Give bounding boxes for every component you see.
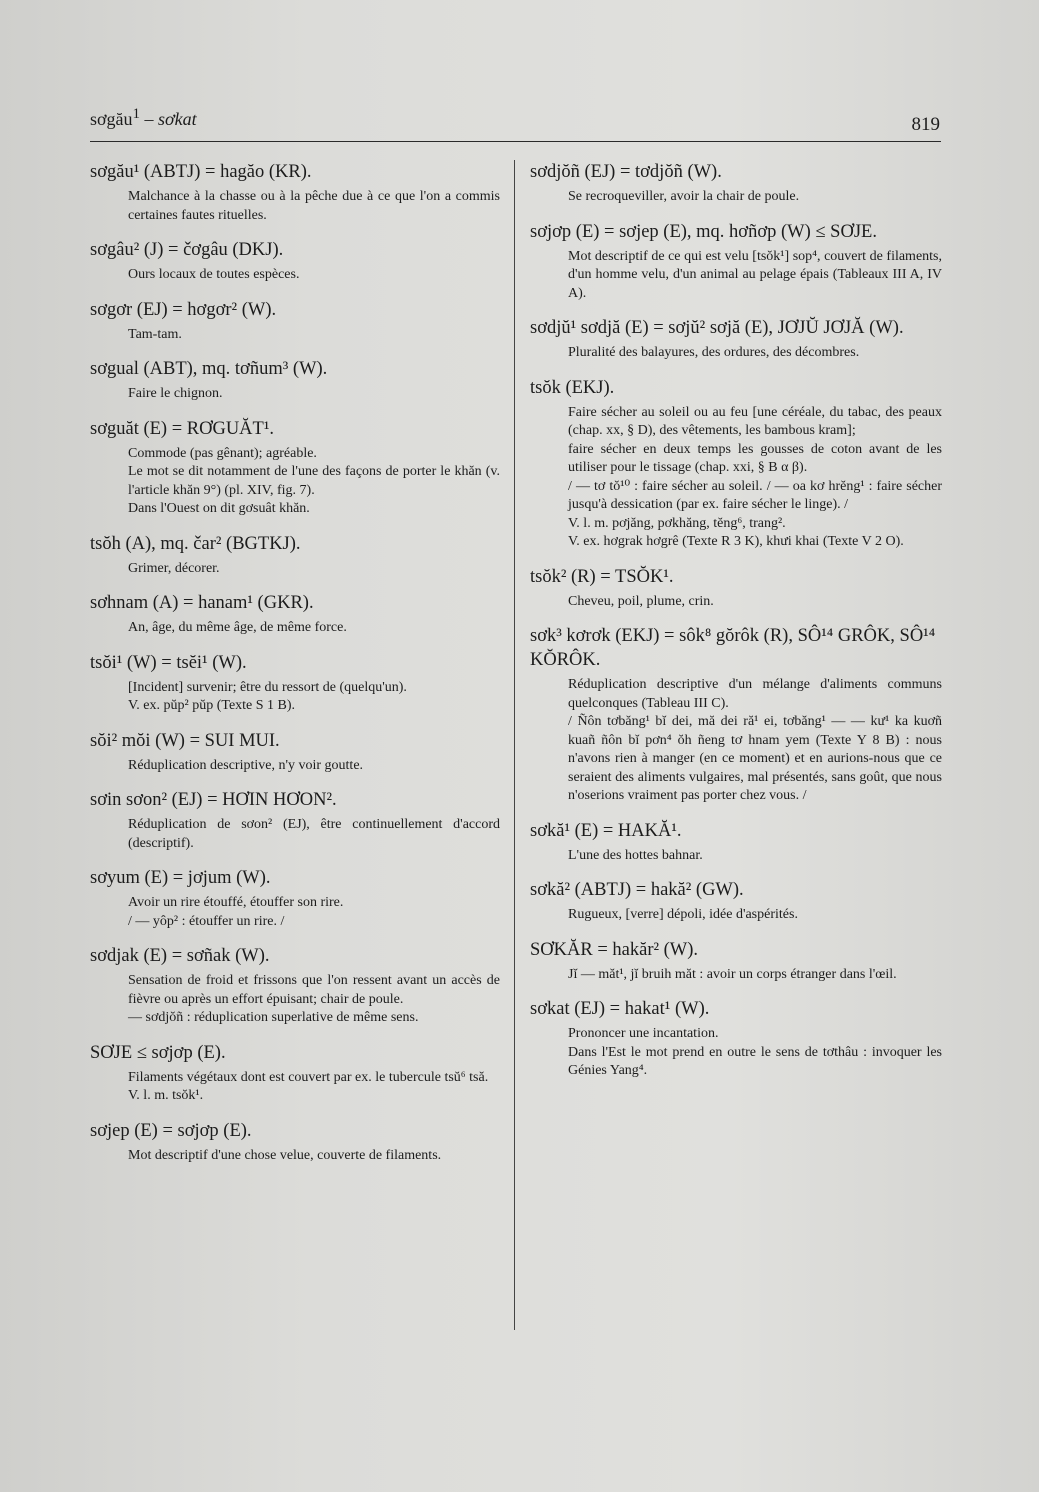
dictionary-entry bbox=[90, 944, 500, 1028]
entry-definition bbox=[90, 757, 500, 776]
dictionary-entry bbox=[90, 298, 500, 345]
dictionary-entry bbox=[90, 866, 500, 931]
definition-line: V. ex. pŭp² pŭp (Texte S 1 B). bbox=[128, 698, 296, 713]
definition-line: Réduplication descriptive d'un mélange d'aliments communs quelconques (Tableau III C). bbox=[568, 677, 942, 711]
definition-line: Réduplication descriptive, n'y voir goutte. bbox=[128, 757, 364, 773]
definition-line: / — tơ tŏ¹⁰ : faire sécher au soleil. / — oa kơ hrĕng¹ : faire sécher jusqu'à dessication (par ex. faire sécher le linge). / bbox=[568, 478, 942, 512]
entry-headword: sơkă¹ (E) = HAKĂ¹. bbox=[530, 820, 682, 841]
definition-line: V. l. m. tsŏk¹. bbox=[128, 1088, 204, 1103]
dictionary-entry bbox=[530, 160, 942, 207]
definition-line: Faire le chignon. bbox=[128, 386, 223, 401]
definition-line: Faire sécher au soleil ou au feu [une céréale, du tabac, des peaux (chap. xx, § D), des vêtements, les bambous kram]; bbox=[568, 404, 942, 438]
definition-line: Tam-tam. bbox=[128, 326, 182, 342]
definition-line: An, âge, du même âge, de même force. bbox=[128, 620, 347, 635]
entry-definition bbox=[90, 972, 500, 1028]
definition-line: Pluralité des balayures, des ordures, des décombres. bbox=[568, 345, 860, 360]
entry-definition bbox=[90, 560, 500, 579]
dictionary-entry bbox=[530, 316, 942, 363]
column-divider bbox=[514, 160, 515, 1330]
dictionary-entry bbox=[90, 651, 500, 716]
entry-headword: sơgual (ABT), mq. tơñum³ (W). bbox=[90, 359, 328, 379]
entry-definition bbox=[90, 679, 500, 716]
entry-definition bbox=[90, 619, 500, 638]
definition-line: Cheveu, poil, plume, crin. bbox=[568, 593, 714, 609]
definition-line: Sensation de froid et frissons que l'on ressent avant un accès de fièvre ou après un effort épuisant; chair de poule. bbox=[128, 973, 500, 1007]
dictionary-entry bbox=[90, 1041, 500, 1106]
entry-headword: sơkă² (ABTJ) = hakă² (GW). bbox=[530, 880, 744, 900]
entry-headword: tsŏk² (R) = TSŎK¹. bbox=[530, 566, 674, 587]
entry-definition bbox=[90, 326, 500, 345]
entry-definition bbox=[530, 188, 942, 207]
definition-line: Réduplication de sơon² (EJ), être continuellement d'accord (descriptif). bbox=[128, 817, 500, 851]
definition-line: Mot descriptif de ce qui est velu [tsŏk¹] sop⁴, couvert de filaments, d'un homme velu, d'un animal au pelage épais (Tableaux III A, IV A). bbox=[568, 248, 942, 301]
dictionary-entry bbox=[90, 532, 500, 579]
definition-line: Filaments végétaux dont est couvert par ex. le tubercule tsŭ⁶ tsă. bbox=[128, 1069, 489, 1085]
entry-headword: sơgâu² (J) = čơgâu (DKJ). bbox=[90, 240, 284, 260]
definition-line: L'une des hottes bahnar. bbox=[568, 847, 703, 863]
definition-line: / — yôp² : étouffer un rire. / bbox=[128, 913, 285, 929]
definition-line: V. l. m. pơjăng, pơkhăng, tĕng⁶, trang². bbox=[568, 515, 786, 531]
entry-definition bbox=[530, 906, 942, 925]
dictionary-entry bbox=[530, 565, 942, 612]
definition-line: Mot descriptif d'une chose velue, couverte de filaments. bbox=[128, 1147, 442, 1163]
dictionary-entry bbox=[90, 417, 500, 519]
dictionary-entry bbox=[530, 220, 942, 304]
entry-headword: sơkat (EJ) = hakat¹ (W). bbox=[530, 999, 710, 1019]
entry-definition bbox=[530, 404, 942, 552]
entry-definition bbox=[90, 188, 500, 225]
dictionary-entry bbox=[90, 357, 500, 404]
entry-definition bbox=[530, 344, 942, 363]
entry-headword: sơgơr (EJ) = hơgơr² (W). bbox=[90, 299, 277, 320]
left-column bbox=[90, 160, 500, 1178]
entry-headword: sơdjak (E) = sơñak (W). bbox=[90, 946, 270, 966]
dictionary-entry bbox=[90, 238, 500, 285]
dictionary-entry bbox=[530, 878, 942, 925]
dictionary-entry bbox=[90, 788, 500, 853]
definition-line: Ours locaux de toutes espèces. bbox=[128, 267, 300, 282]
entry-definition bbox=[90, 1147, 500, 1166]
entry-headword: sơdjŭ¹ sơdjă (E) = sơjŭ² sơjă (E), JƠJŬ JƠJĂ (W). bbox=[530, 318, 904, 338]
entry-definition bbox=[90, 385, 500, 404]
definition-line: Malchance à la chasse ou à la pêche due à ce que l'on a commis certaines fautes rituelles. bbox=[128, 189, 500, 223]
entry-definition bbox=[90, 266, 500, 285]
entry-headword: sơhnam (A) = hanam¹ (GKR). bbox=[90, 593, 314, 613]
entry-definition bbox=[90, 894, 500, 931]
entry-definition bbox=[530, 248, 942, 304]
dictionary-entry bbox=[530, 819, 942, 866]
dictionary-entry bbox=[530, 938, 942, 985]
entry-definition bbox=[90, 1069, 500, 1106]
entry-definition bbox=[530, 676, 942, 806]
running-head-first-word: sơgău bbox=[90, 109, 133, 129]
entry-headword: sơdjŏñ (EJ) = tơdjŏñ (W). bbox=[530, 162, 722, 182]
entry-definition bbox=[90, 445, 500, 519]
definition-line: Se recroqueviller, avoir la chair de poule. bbox=[568, 189, 800, 204]
right-column bbox=[530, 160, 942, 1094]
entry-definition bbox=[530, 847, 942, 866]
definition-line: [Incident] survenir; être du ressort de (quelqu'un). bbox=[128, 679, 407, 695]
entry-headword: sơjep (E) = sơjơp (E). bbox=[90, 1120, 252, 1141]
entry-headword: sơguăt (E) = RƠGUĂT¹. bbox=[90, 418, 275, 439]
definition-line: Commode (pas gênant); agréable. bbox=[128, 445, 317, 461]
dictionary-entry bbox=[90, 1119, 500, 1166]
header-rule bbox=[90, 141, 941, 142]
entry-headword: sơyum (E) = jơjum (W). bbox=[90, 868, 271, 888]
entry-headword: sơin sơon² (EJ) = HƠIN HƠON². bbox=[90, 790, 337, 810]
page-number: 819 bbox=[911, 114, 940, 135]
definition-line: Rugueux, [verre] dépoli, idée d'aspérités. bbox=[568, 907, 798, 922]
dictionary-entry bbox=[90, 591, 500, 638]
running-head-last-word: sơkat bbox=[158, 109, 197, 129]
definition-line: Dans l'Ouest on dit gơsuât khăn. bbox=[128, 501, 310, 516]
definition-line: — sơdjŏñ : réduplication superlative de même sens. bbox=[128, 1010, 419, 1025]
entry-headword: tsŏh (A), mq. čar² (BGTKJ). bbox=[90, 533, 301, 554]
entry-definition bbox=[90, 816, 500, 853]
entry-definition bbox=[530, 593, 942, 612]
definition-line: Dans l'Est le mot prend en outre le sens de tơthâu : invoquer les Génies Yang⁴. bbox=[568, 1044, 942, 1078]
running-head bbox=[90, 106, 940, 130]
entry-headword: SƠKĂR = hakăr² (W). bbox=[530, 939, 699, 960]
definition-line: V. ex. hơgrak hơgrê (Texte R 3 K), khưi khai (Texte V 2 O). bbox=[568, 534, 904, 549]
definition-line: Prononcer une incantation. bbox=[568, 1026, 719, 1041]
running-head-dash: – bbox=[140, 109, 159, 129]
entry-headword: sơgău¹ (ABTJ) = hagăo (KR). bbox=[90, 162, 312, 182]
dictionary-entry bbox=[90, 729, 500, 776]
entry-headword: sơjơp (E) = sơjep (E), mq. hơñơp (W) ≤ SƠJE. bbox=[530, 221, 877, 242]
definition-line: faire sécher en deux temps les gousses de coton avant de les utiliser pour le tissage (chap. xxi, § B α β). bbox=[568, 441, 942, 475]
entry-headword: sơk³ kơrơk (EKJ) = sôk⁸ gŏrôk (R), SÔ¹⁴ GRÔK, SÔ¹⁴ KŎRÔK. bbox=[530, 626, 936, 670]
entry-headword: tsŏi¹ (W) = tsĕi¹ (W). bbox=[90, 652, 247, 673]
dictionary-entry bbox=[530, 997, 942, 1081]
entry-headword: sŏi² mŏi (W) = SUI MUI. bbox=[90, 730, 280, 751]
entry-definition bbox=[530, 966, 942, 985]
dictionary-entry bbox=[530, 376, 942, 552]
dictionary-entry bbox=[90, 160, 500, 225]
dictionary-entry bbox=[530, 624, 942, 806]
definition-line: Avoir un rire étouffé, étouffer son rire. bbox=[128, 895, 344, 910]
entry-headword: tsŏk (EKJ). bbox=[530, 377, 615, 398]
definition-line: Jĭ — măt¹, jĭ bruih măt : avoir un corps étranger dans l'œil. bbox=[568, 966, 897, 982]
definition-line: Le mot se dit notamment de l'une des façons de porter le khăn (v. l'article khăn 9°) (pl. XIV, fig. 7). bbox=[128, 464, 500, 498]
entry-headword: SƠJE ≤ sơjơp (E). bbox=[90, 1042, 226, 1063]
running-head-sup: 1 bbox=[132, 106, 141, 122]
entry-definition bbox=[530, 1025, 942, 1081]
definition-line: / Ñôn tơbăng¹ bĭ dei, mă dei ră¹ ei, tơbăng¹ — — kư¹ ka kuơñ kuañ ñôn bĭ pơn⁴ ŏh ñeng tơ hnam yem (Texte Y 8 B) : nous n'avons rien à manger (en ce moment) et en aurions-nous que ce seraient des aliments vulgaires, mal présentés, sans goût, que nous n'oserions vraiment pas porter chez vous. / bbox=[568, 714, 942, 803]
definition-line: Grimer, décorer. bbox=[128, 560, 220, 576]
